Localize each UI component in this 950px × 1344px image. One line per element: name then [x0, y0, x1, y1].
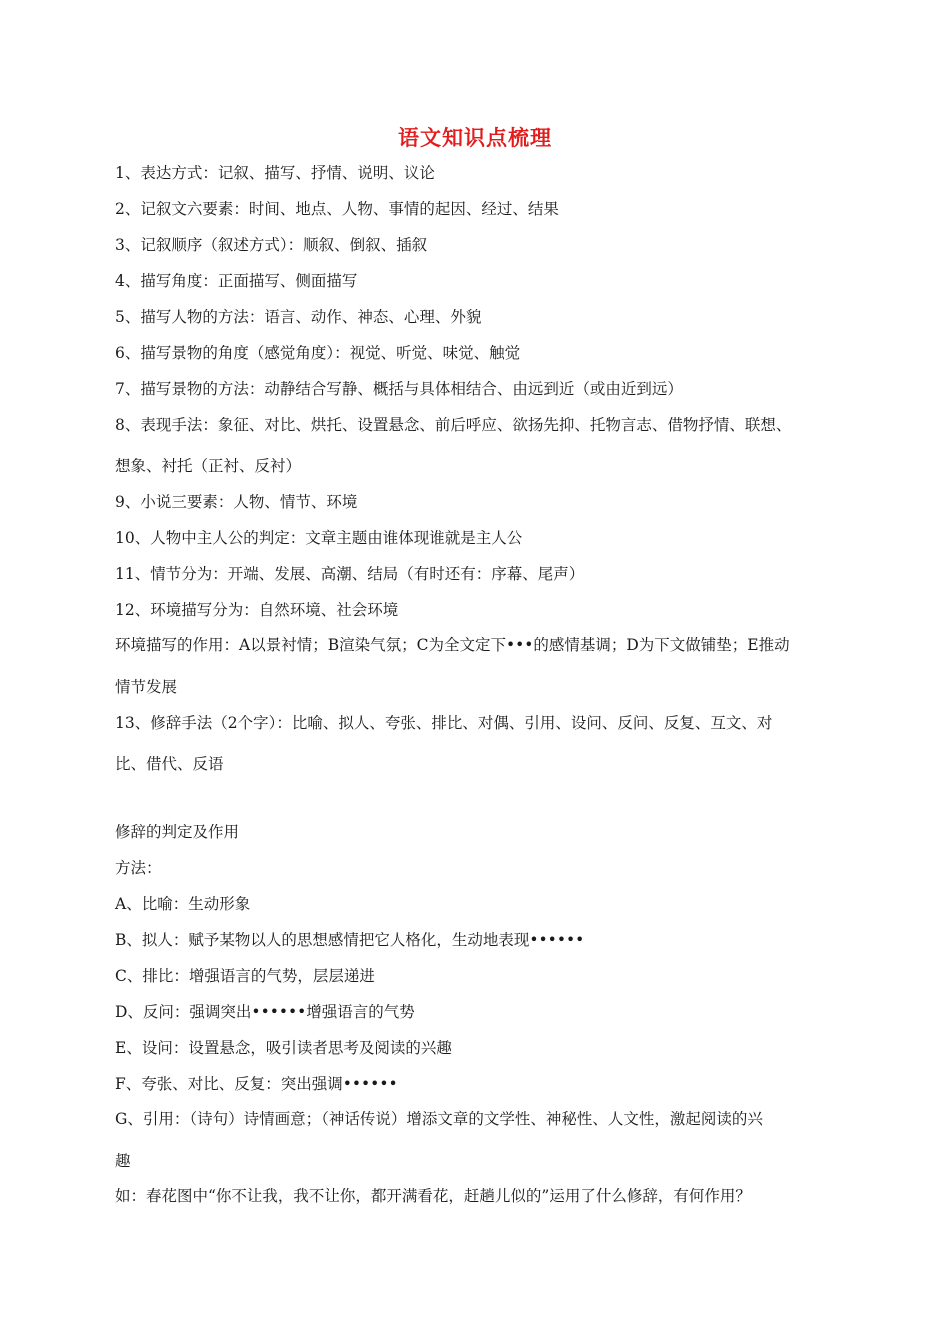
text-line: 趣	[115, 1152, 131, 1170]
text-line: 11、情节分为：开端、发展、高潮、结局（有时还有：序幕、尾声）	[115, 565, 585, 583]
text-line: 10、人物中主人公的判定：文章主题由谁体现谁就是主人公	[115, 529, 523, 547]
text-line: A、比喻：生动形象	[115, 895, 251, 913]
text-line: 12、环境描写分为：自然环境、社会环境	[115, 601, 399, 619]
text-line: 4、描写角度：正面描写、侧面描写	[115, 272, 358, 290]
text-line: 环境描写的作用：A以景衬情；B渲染气氛；C为全文定下•••的感情基调；D为下文做铺垫；E推动	[115, 636, 790, 654]
page-title: 语文知识点梳理	[398, 126, 552, 150]
text-line: 5、描写人物的方法：语言、动作、神态、心理、外貌	[115, 308, 482, 326]
text-line: B、拟人：赋予某物以人的思想感情把它人格化，生动地表现••••••	[115, 931, 585, 949]
text-line: 2、记叙文六要素：时间、地点、人物、事情的起因、经过、结果	[115, 200, 559, 218]
text-line: 6、描写景物的角度（感觉角度）：视觉、听觉、味觉、触觉	[115, 344, 521, 362]
text-line: C、排比：增强语言的气势，层层递进	[115, 967, 375, 985]
section-heading: 修辞的判定及作用	[115, 823, 240, 841]
text-line: 想象、衬托（正衬、反衬）	[115, 457, 302, 475]
text-line: 情节发展	[115, 678, 178, 696]
text-line: 9、小说三要素：人物、情节、环境	[115, 493, 358, 511]
text-line: 比、借代、反语	[115, 755, 224, 773]
text-line: E、设问：设置悬念，吸引读者思考及阅读的兴趣	[115, 1039, 452, 1057]
text-line: 方法：	[115, 859, 162, 877]
text-line: D、反问：强调突出••••••增强语言的气势	[115, 1003, 415, 1021]
text-line: F、夸张、对比、反复：突出强调••••••	[115, 1075, 398, 1093]
text-line: 如：春花图中“你不让我，我不让你，都开满看花，赶趟儿似的”运用了什么修辞，有何作用？	[115, 1187, 751, 1205]
text-line: 13、修辞手法（2个字）：比喻、拟人、夸张、排比、对偶、引用、设问、反问、反复、互文、对	[115, 714, 773, 732]
text-line: 1、表达方式：记叙、描写、抒情、说明、议论	[115, 164, 435, 182]
text-line: 3、记叙顺序（叙述方式）：顺叙、倒叙、插叙	[115, 236, 428, 254]
text-line: 7、描写景物的方法：动静结合写静、概括与具体相结合、由远到近（或由近到远）	[115, 380, 683, 398]
text-line: G、引用：（诗句）诗情画意；（神话传说）增添文章的文学性、神秘性、人文性，激起阅读的兴	[115, 1110, 763, 1128]
text-line: 8、表现手法：象征、对比、烘托、设置悬念、前后呼应、欲扬先抑、托物言志、借物抒情、联想、	[115, 416, 792, 434]
